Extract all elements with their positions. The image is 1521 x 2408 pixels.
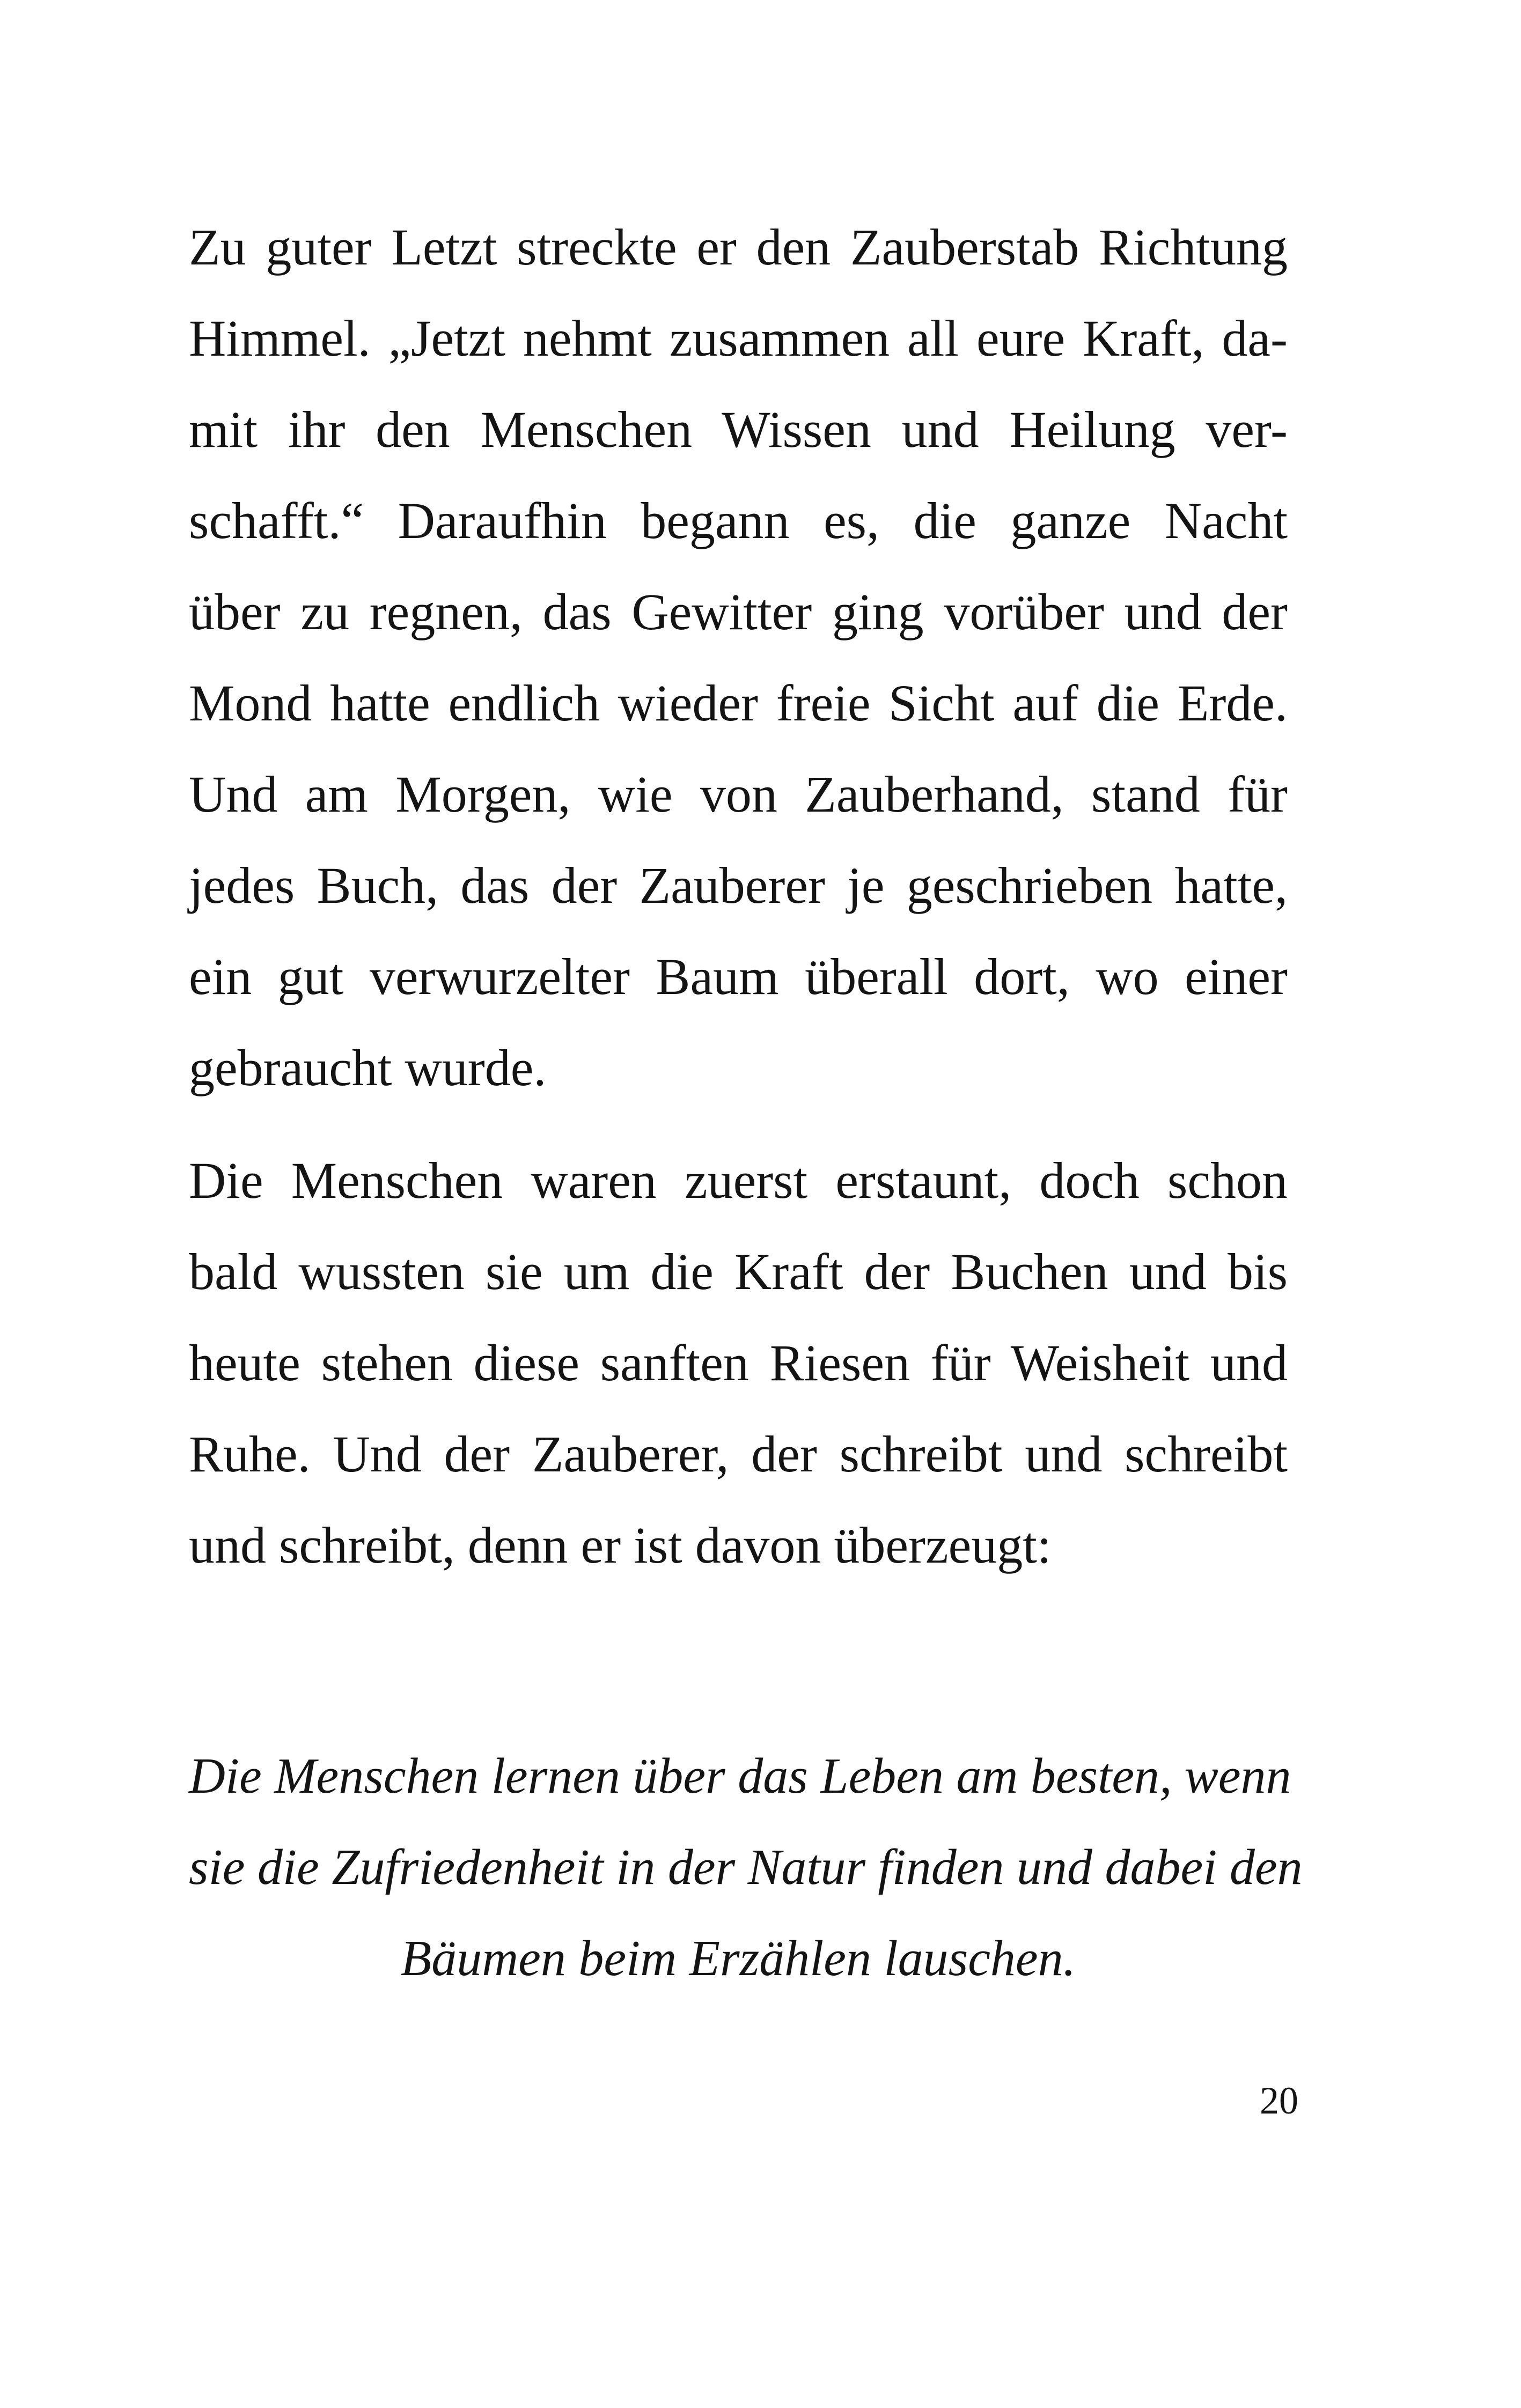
paragraph-line: Mond hatte endlich wieder freie Sicht auf die Erde.	[189, 674, 1288, 732]
paragraph-line: heute stehen diese sanften Riesen für Weisheit und	[189, 1334, 1288, 1391]
paragraph-line: jedes Buch, das der Zauberer je geschrieben hatte,	[189, 857, 1288, 914]
quote-line: Die Menschen lernen über das Leben am besten, wenn	[189, 1748, 1291, 1804]
paragraph-line: ein gut verwurzelter Baum überall dort, wo einer	[189, 948, 1288, 1005]
paragraph-line: Zu guter Letzt streckte er den Zauberstab Richtung	[189, 218, 1288, 276]
paragraph-line: Himmel. „Jetzt nehmt zusammen all eure Kraft, da-	[189, 310, 1288, 367]
paragraph-line: Die Menschen waren zuerst erstaunt, doch schon	[189, 1152, 1288, 1209]
paragraph-line: mit ihr den Menschen Wissen und Heilung ver-	[189, 401, 1288, 458]
paragraph-line: gebraucht wurde.	[189, 1039, 547, 1096]
paragraph-line: Und am Morgen, wie von Zauberhand, stand für	[189, 765, 1288, 823]
paragraph-line: schafft.“ Daraufhin begann es, die ganze Nacht	[189, 492, 1288, 549]
paragraph-line: bald wussten sie um die Kraft der Buchen und bis	[189, 1243, 1288, 1300]
paragraph-line: Ruhe. Und der Zauberer, der schreibt und schreibt	[189, 1425, 1288, 1483]
quote-line: Bäumen beim Erzählen lauschen.	[400, 1931, 1076, 1986]
paragraph-line: über zu regnen, das Gewitter ging vorüber und der	[189, 583, 1288, 640]
quote-line: sie die Zufriedenheit in der Natur finden und dabei den	[189, 1839, 1303, 1895]
page-number: 20	[1260, 2079, 1298, 2122]
paragraph-line: und schreibt, denn er ist davon überzeugt:	[189, 1516, 1052, 1574]
